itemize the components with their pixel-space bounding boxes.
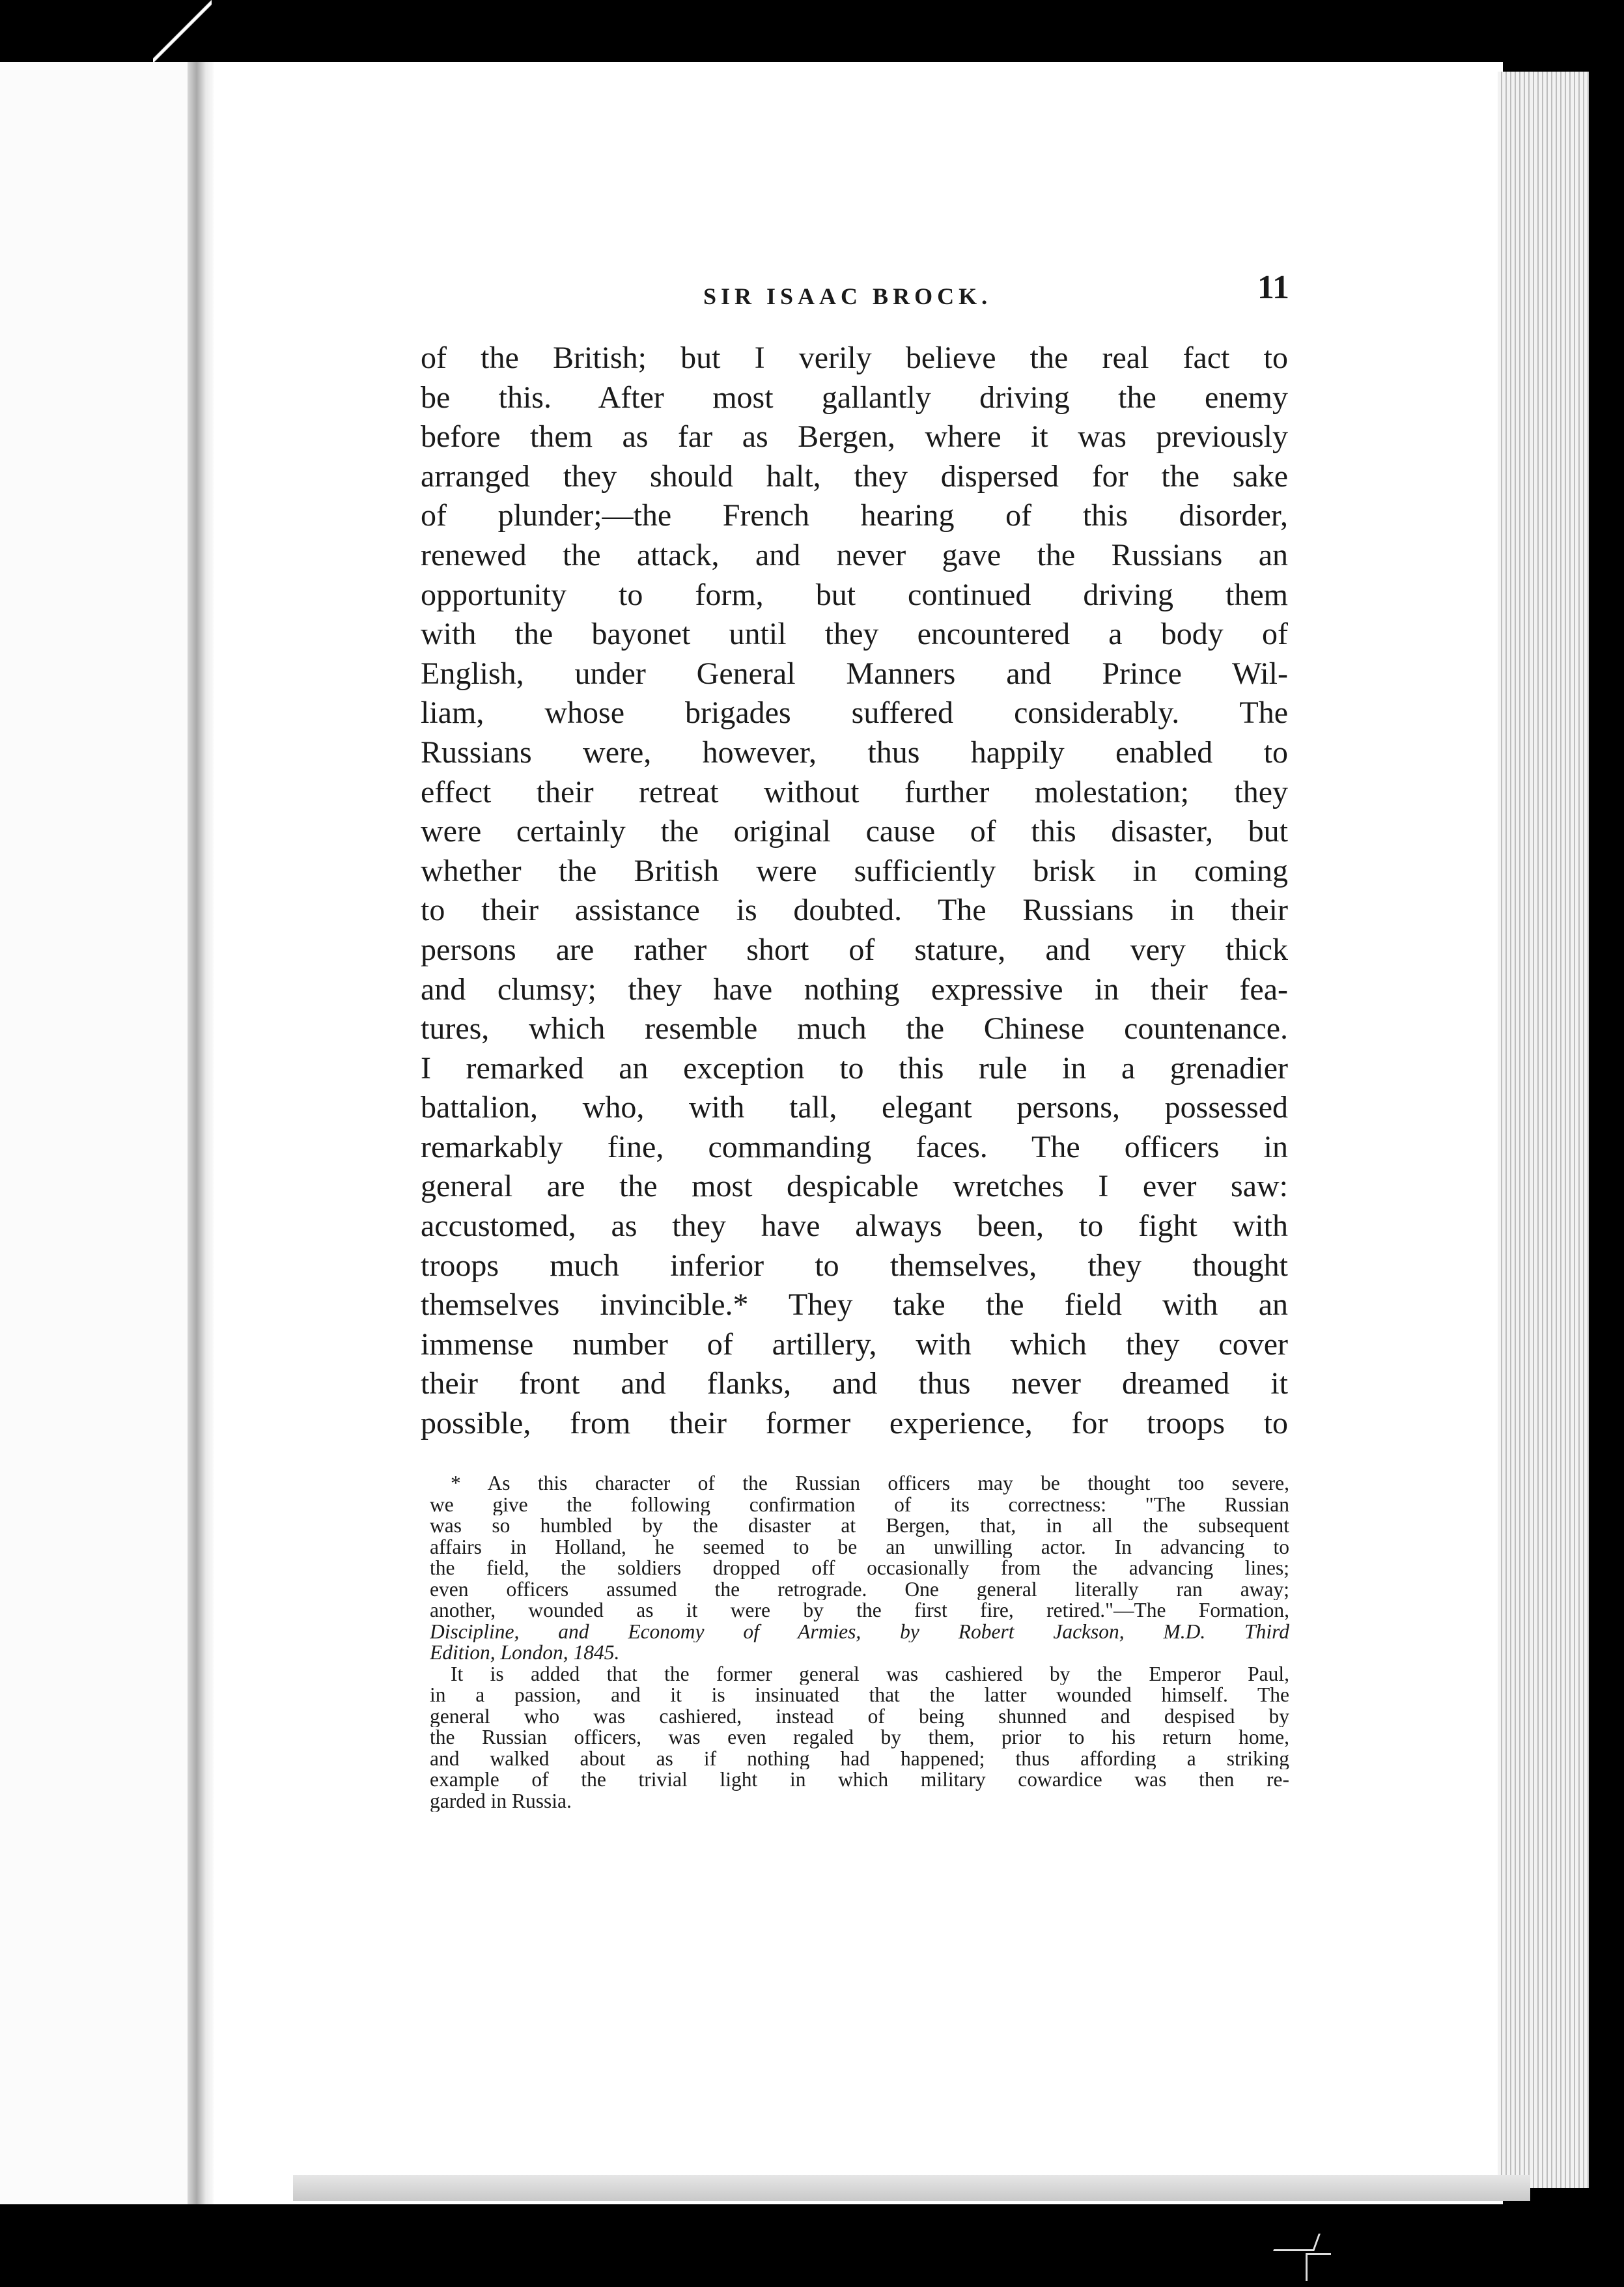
- page-edges: [1498, 72, 1589, 2188]
- text-line: I remarked an exception to this rule in a grenadier: [421, 1050, 1288, 1086]
- footnote-line: affairs in Holland, he seemed to be an unwilling actor. In advancing to: [430, 1536, 1289, 1558]
- footnote-line: * As this character of the Russian officers may be thought too severe,: [451, 1473, 1289, 1494]
- footnote-line: It is added that the former general was cashiered by the Emperor Paul,: [451, 1663, 1289, 1685]
- text-line: remarkably fine, commanding faces. The officers in: [421, 1129, 1288, 1164]
- text-line: with the bayonet until they encountered a body of: [421, 617, 1288, 652]
- footnote-line: example of the trivial light in which military cowardice was then re-: [430, 1769, 1289, 1791]
- footnote-line: the field, the soldiers dropped off occasionally from the advancing lines;: [430, 1558, 1289, 1579]
- footnote-line: Edition, London, 1845.: [430, 1642, 620, 1664]
- text-line: of plunder;—the French hearing of this disorder,: [421, 498, 1288, 533]
- text-line: and clumsy; they have nothing expressive in their fea-: [421, 972, 1288, 1007]
- scan-mark: [1306, 2253, 1331, 2281]
- footnote: [430, 1473, 1289, 1812]
- text-line: liam, whose brigades suffered considerably. The: [421, 695, 1288, 731]
- bottom-page-edge: [293, 2175, 1530, 2201]
- left-page-edge: [0, 62, 195, 2204]
- text-line: immense number of artillery, with which they cover: [421, 1326, 1288, 1362]
- text-line: be this. After most gallantly driving the enemy: [421, 380, 1288, 415]
- footnote-line: and walked about as if nothing had happened; thus affording a striking: [430, 1748, 1289, 1769]
- text-line: themselves invincible.* They take the field with an: [421, 1287, 1288, 1323]
- text-line: accustomed, as they have always been, to fight with: [421, 1209, 1288, 1244]
- text-line: tures, which resemble much the Chinese countenance.: [421, 1011, 1288, 1046]
- text-line: opportunity to form, but continued driving them: [421, 577, 1288, 612]
- body-text: [421, 339, 1288, 1444]
- text-line: their front and flanks, and thus never dreamed it: [421, 1366, 1288, 1401]
- text-line: troops much inferior to themselves, they thought: [421, 1248, 1288, 1283]
- running-head: [417, 268, 1289, 314]
- footnote-line: garded in Russia.: [430, 1790, 572, 1812]
- footnote-line: general who was cashiered, instead of being shunned and despised by: [430, 1705, 1289, 1727]
- footnote-line: another, wounded as it were by the first fire, retired."—The Formation,: [430, 1600, 1289, 1621]
- text-line: battalion, who, with tall, elegant persons, possessed: [421, 1090, 1288, 1125]
- text-line: to their assistance is doubted. The Russians in their: [421, 893, 1288, 928]
- scan-corner-mark: [153, 0, 212, 62]
- text-line: were certainly the original cause of this disaster, but: [421, 814, 1288, 849]
- footnote-line: even officers assumed the retrograde. One general literally ran away;: [430, 1578, 1289, 1600]
- text-line: renewed the attack, and never gave the Russians an: [421, 537, 1288, 572]
- text-line: persons are rather short of stature, and very thick: [421, 932, 1288, 967]
- footnote-line: in a passion, and it is insinuated that the latter wounded himself. The: [430, 1685, 1289, 1706]
- text-line: English, under General Manners and Prince Wil-: [421, 656, 1288, 691]
- footnote-line: Discipline, and Economy of Armies, by Robert Jackson, M.D. Third: [430, 1621, 1289, 1642]
- scan-mark: [1273, 2234, 1321, 2251]
- footnote-line: was so humbled by the disaster at Bergen, that, in all the subsequent: [430, 1515, 1289, 1537]
- text-line: general are the most despicable wretches I ever saw:: [421, 1169, 1288, 1204]
- text-line: Russians were, however, thus happily enabled to: [421, 735, 1288, 770]
- text-line: possible, from their former experience, for troops to: [421, 1406, 1288, 1441]
- text-line: arranged they should halt, they dispersed for the sake: [421, 458, 1288, 494]
- running-title: SIR ISAAC BROCK.: [703, 283, 992, 309]
- text-line: effect their retreat without further molestation; they: [421, 774, 1288, 809]
- footnote-line: we give the following confirmation of its correctness: "The Russian: [430, 1494, 1289, 1515]
- text-line: of the British; but I verily believe the real fact to: [421, 341, 1288, 375]
- text-line: whether the British were sufficiently brisk in coming: [421, 853, 1288, 888]
- footnote-line: the Russian officers, was even regaled by them, prior to his return home,: [430, 1727, 1289, 1748]
- page-number: 11: [1257, 269, 1289, 306]
- book-gutter: [188, 62, 214, 2204]
- text-line: before them as far as Bergen, where it was previously: [421, 419, 1288, 455]
